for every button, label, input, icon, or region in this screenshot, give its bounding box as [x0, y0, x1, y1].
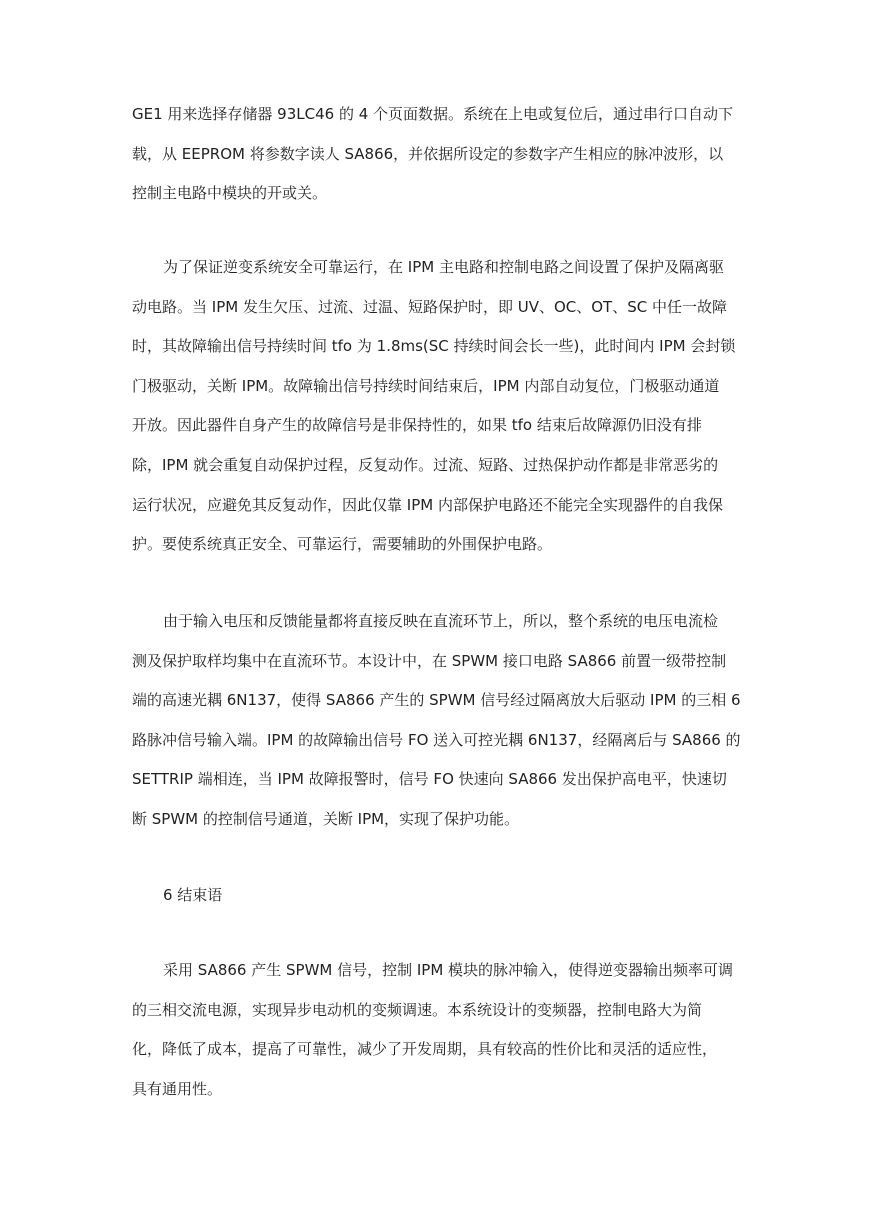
- text-line: 控制主电路中模块的开或关。: [132, 184, 328, 203]
- paragraph-5: [132, 951, 738, 1109]
- text-line: 具有通用性。: [132, 1079, 223, 1098]
- paragraph-2: [132, 248, 738, 565]
- text-line: 门极驱动，关断 IPM。故障输出信号持续时间结束后，IPM 内部自动复位，门极驱动通道: [132, 376, 720, 395]
- text-line: 载，从 EEPROM 将参数字读人 SA866，并依据所设定的参数字产生相应的脉冲波形，以: [132, 144, 724, 163]
- text-line: 采用 SA866 产生 SPWM 信号，控制 IPM 模块的脉冲输入，使得逆变器输出频率可调: [163, 961, 734, 979]
- paragraph-1: [132, 95, 738, 214]
- section-heading: 6 结束语: [163, 886, 223, 904]
- paragraph-3: [132, 602, 741, 840]
- text-line: 开放。因此器件自身产生的故障信号是非保持性的，如果 tfo 结束后故障源仍旧没有排: [132, 416, 702, 435]
- text-line: 运行状况，应避免其反复动作，因此仅靠 IPM 内部保护电路还不能完全实现器件的自我保: [132, 495, 723, 514]
- text-line: 端的高速光耦 6N137，使得 SA866 产生的 SPWM 信号经过隔离放大后驱动 IPM 的三相 6: [132, 691, 741, 710]
- text-line: 动电路。当 IPM 发生欠压、过流、过温、短路保护时，即 UV、OC、OT、SC 中任一故障: [132, 297, 727, 316]
- text-line: 时，其故障输出信号持续时间 tfo 为 1.8ms(SC 持续时间会长一些)，此时间内 IPM 会封锁: [132, 337, 736, 356]
- text-line: 测及保护取样均集中在直流环节。本设计中，在 SPWM 接口电路 SA866 前置一级带控制: [132, 651, 727, 670]
- text-line: 为了保证逆变系统安全可靠运行，在 IPM 主电路和控制电路之间设置了保护及隔离驱: [163, 258, 724, 276]
- text-line: 断 SPWM 的控制信号通道，关断 IPM，实现了保护功能。: [132, 809, 520, 828]
- text-line: 护。要使系统真正安全、可靠运行，需要辅助的外围保护电路。: [132, 535, 553, 554]
- text-line: 路脉冲信号输入端。IPM 的故障输出信号 FO 送入可控光耦 6N137，经隔离后与 SA866 的: [132, 730, 741, 749]
- text-line: 除，IPM 就会重复自动保护过程，反复动作。过流、短路、过热保护动作都是非常恶劣的: [132, 455, 719, 474]
- text-line: GE1 用来选择存储器 93LC46 的 4 个页面数据。系统在上电或复位后，通过串行口自动下: [132, 105, 734, 123]
- text-line: 由于输入电压和反馈能量都将直接反映在直流环节上，所以，整个系统的电压电流检: [163, 612, 719, 630]
- text-line: 化，降低了成本，提高了可靠性，减少了开发周期，具有较高的性价比和灵活的适应性，: [132, 1040, 718, 1059]
- text-line: SETTRIP 端相连，当 IPM 故障报警时，信号 FO 快速向 SA866 发出保护高电平，快速切: [132, 770, 727, 789]
- text-line: 的三相交流电源，实现异步电动机的变频调速。本系统设计的变频器，控制电路大为简: [132, 1000, 703, 1019]
